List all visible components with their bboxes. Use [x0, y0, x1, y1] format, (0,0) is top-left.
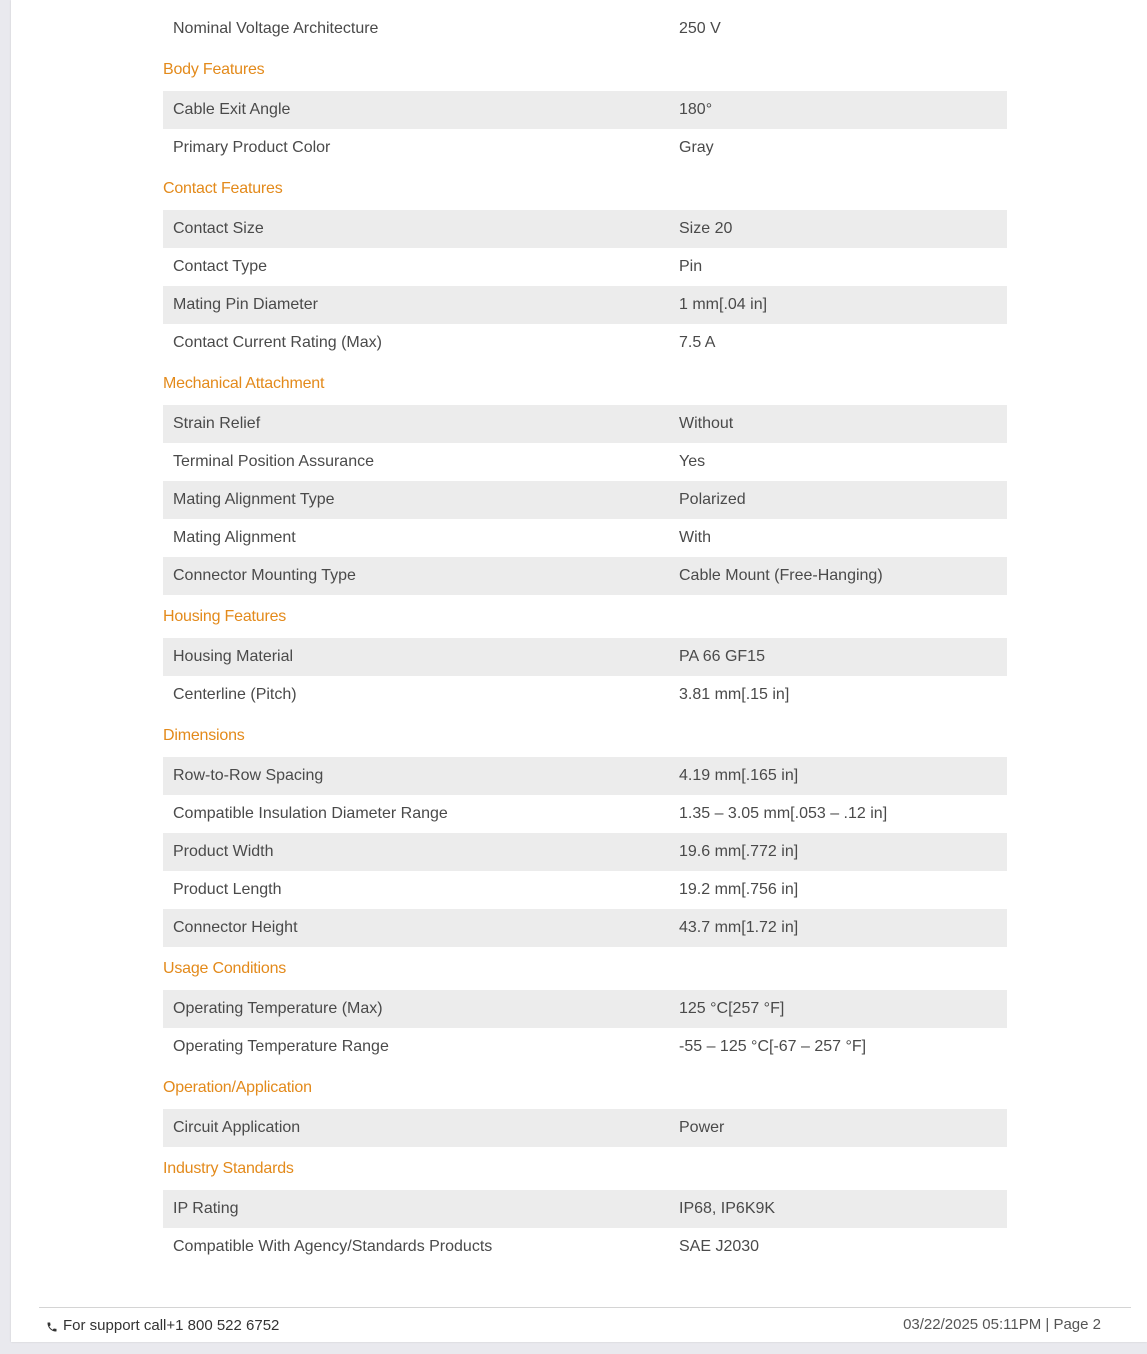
spec-value: 4.19 mm[.165 in] — [679, 767, 799, 784]
spec-key: Product Length — [173, 881, 282, 898]
spec-row — [163, 481, 1007, 519]
section-title-mechanical-attachment: Mechanical Attachment — [163, 375, 325, 392]
spec-row — [163, 676, 1007, 714]
spec-key: Housing Material — [173, 648, 294, 665]
spec-value: 7.5 A — [679, 334, 716, 351]
spec-row — [163, 210, 1007, 248]
spec-value: 125 °C[257 °F] — [679, 1000, 785, 1017]
spec-row — [163, 795, 1007, 833]
specifications-content — [163, 10, 1007, 1266]
spec-key: Circuit Application — [173, 1119, 301, 1136]
spec-key: Connector Mounting Type — [173, 567, 356, 584]
spec-key: IP Rating — [173, 1200, 239, 1217]
spec-value: Pin — [679, 258, 703, 275]
spec-key: Mating Pin Diameter — [173, 296, 318, 313]
spec-key: Row-to-Row Spacing — [173, 767, 324, 784]
spec-key: Cable Exit Angle — [173, 101, 291, 118]
spec-row — [163, 248, 1007, 286]
spec-key: Compatible With Agency/Standards Products — [173, 1238, 493, 1255]
spec-value: 250 V — [679, 20, 721, 37]
support-contact — [46, 1317, 279, 1334]
spec-row — [163, 990, 1007, 1028]
spec-key: Terminal Position Assurance — [173, 453, 374, 470]
page-footer — [39, 1307, 1131, 1343]
spec-value: Size 20 — [679, 220, 733, 237]
document-page — [11, 0, 1147, 1342]
spec-row — [163, 1190, 1007, 1228]
spec-key: Nominal Voltage Architecture — [173, 20, 379, 37]
spec-value: Cable Mount (Free-Hanging) — [679, 567, 883, 584]
spec-value: 1 mm[.04 in] — [679, 296, 768, 313]
spec-value: SAE J2030 — [679, 1238, 760, 1255]
spec-value: Without — [679, 415, 734, 432]
spec-value: IP68, IP6K9K — [679, 1200, 776, 1217]
spec-value: Gray — [679, 139, 714, 156]
spec-row — [163, 443, 1007, 481]
spec-key: Mating Alignment Type — [173, 491, 335, 508]
spec-value: Power — [679, 1119, 725, 1136]
spec-row — [163, 129, 1007, 167]
spec-key: Operating Temperature Range — [173, 1038, 389, 1055]
spec-value: 19.6 mm[.772 in] — [679, 843, 799, 860]
spec-row — [163, 405, 1007, 443]
spec-key: Contact Type — [173, 258, 267, 275]
section-title-operation-application: Operation/Application — [163, 1079, 312, 1096]
spec-value: Yes — [679, 453, 706, 470]
spec-row — [163, 909, 1007, 947]
spec-key: Contact Size — [173, 220, 264, 237]
spec-key: Compatible Insulation Diameter Range — [173, 805, 448, 822]
page-info: 03/22/2025 05:11PM | Page 2 — [903, 1316, 1101, 1333]
phone-icon — [46, 1320, 58, 1332]
spec-value: -55 – 125 °C[-67 – 257 °F] — [679, 1038, 867, 1055]
spec-key: Operating Temperature (Max) — [173, 1000, 383, 1017]
spec-row — [163, 557, 1007, 595]
section-title-body-features: Body Features — [163, 61, 265, 78]
spec-value: Polarized — [679, 491, 746, 508]
spec-value: 180° — [679, 101, 713, 118]
spec-key: Contact Current Rating (Max) — [173, 334, 382, 351]
section-title-housing-features: Housing Features — [163, 608, 287, 625]
spec-value: 43.7 mm[1.72 in] — [679, 919, 799, 936]
section-title-usage-conditions: Usage Conditions — [163, 960, 287, 977]
support-text: For support call+1 800 522 6752 — [63, 1317, 280, 1334]
spec-row — [163, 286, 1007, 324]
spec-key: Product Width — [173, 843, 274, 860]
spec-row — [163, 833, 1007, 871]
spec-row — [163, 871, 1007, 909]
spec-row — [163, 324, 1007, 362]
section-title-dimensions: Dimensions — [163, 727, 245, 744]
section-title-industry-standards: Industry Standards — [163, 1160, 294, 1177]
spec-row — [163, 1109, 1007, 1147]
spec-value: 19.2 mm[.756 in] — [679, 881, 799, 898]
spec-key: Strain Relief — [173, 415, 261, 432]
spec-key: Primary Product Color — [173, 139, 331, 156]
spec-value: 1.35 – 3.05 mm[.053 – .12 in] — [679, 805, 888, 822]
spec-row — [163, 10, 1007, 48]
spec-key: Connector Height — [173, 919, 298, 936]
spec-value: PA 66 GF15 — [679, 648, 765, 665]
spec-row — [163, 1228, 1007, 1266]
spec-row — [163, 519, 1007, 557]
section-title-contact-features: Contact Features — [163, 180, 283, 197]
spec-key: Centerline (Pitch) — [173, 686, 297, 703]
spec-value: 3.81 mm[.15 in] — [679, 686, 790, 703]
spec-row — [163, 91, 1007, 129]
spec-row — [163, 757, 1007, 795]
spec-value: With — [679, 529, 711, 546]
spec-row — [163, 638, 1007, 676]
spec-key: Mating Alignment — [173, 529, 296, 546]
spec-row — [163, 1028, 1007, 1066]
